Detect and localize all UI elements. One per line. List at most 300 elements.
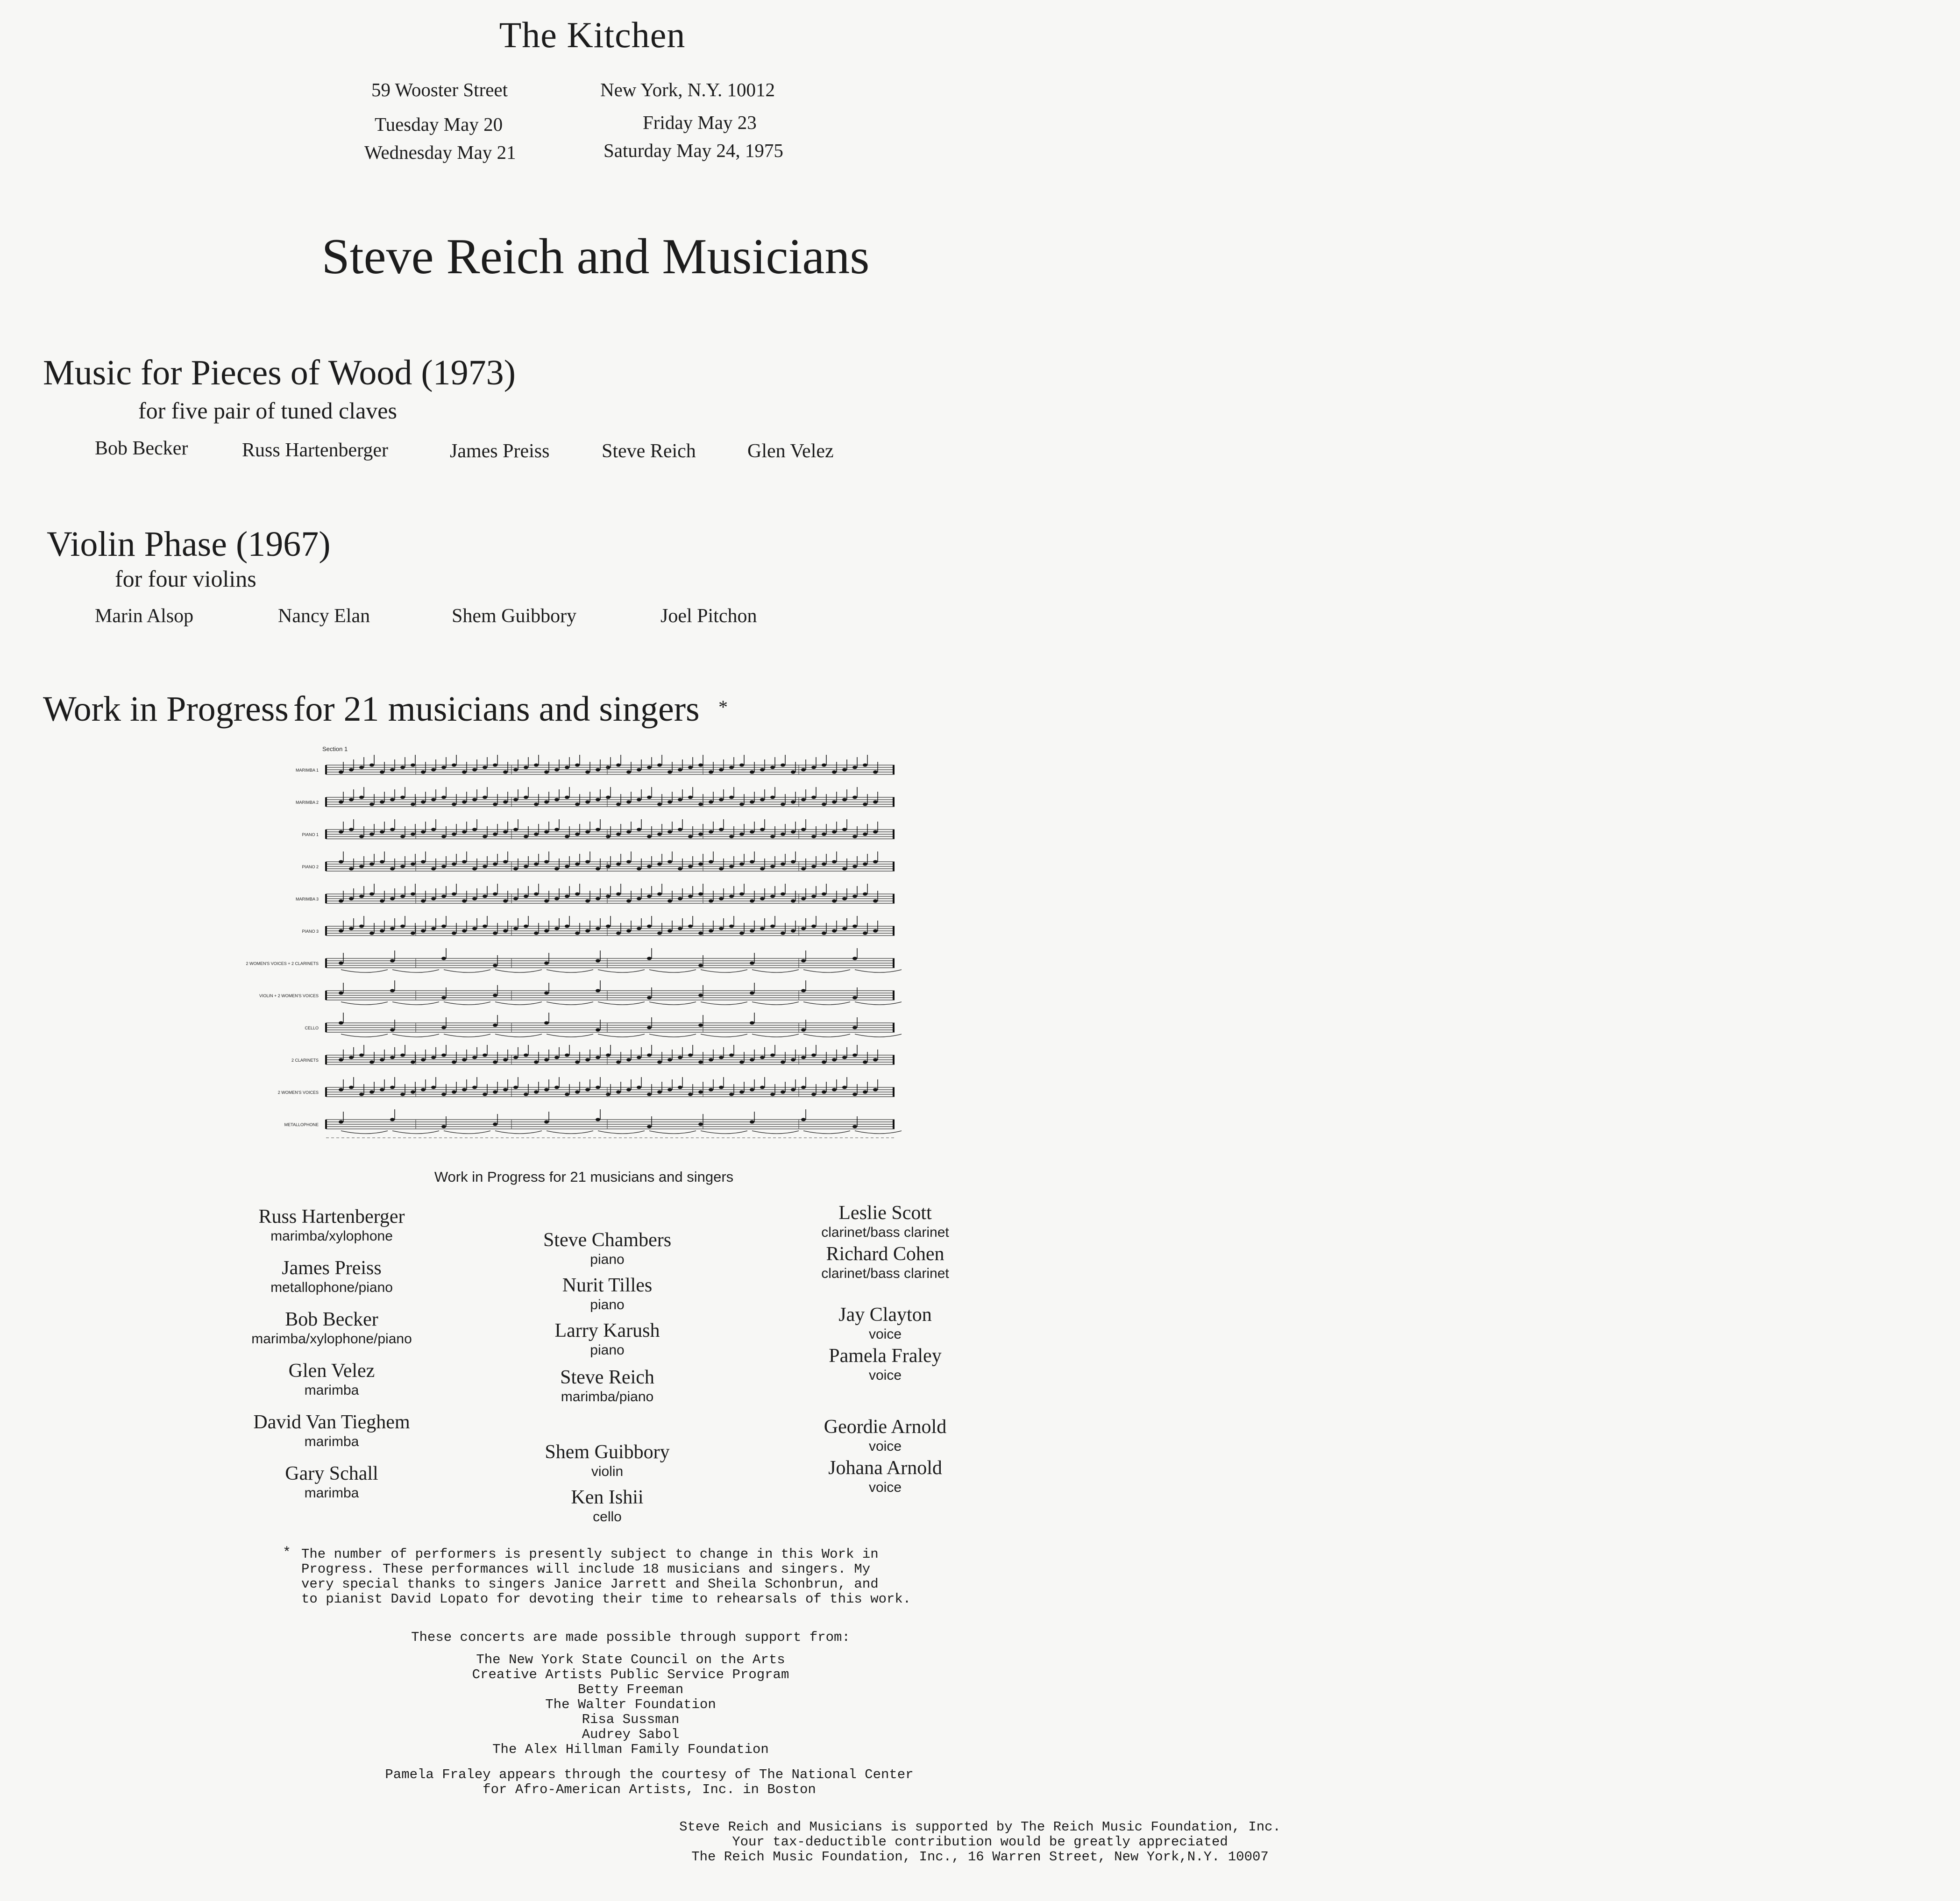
musician-name: Geordie Arnold — [824, 1416, 947, 1438]
note-head — [462, 830, 467, 834]
foundation-line: Steve Reich and Musicians is supported by The Reich Music Foundation, Inc. — [679, 1819, 1281, 1835]
note-head — [606, 796, 611, 799]
note-head — [863, 833, 867, 836]
note-head — [678, 1056, 682, 1059]
note-head — [678, 1086, 682, 1089]
note-head — [873, 771, 878, 774]
note-head — [791, 1088, 795, 1092]
note-head — [719, 1086, 724, 1089]
note-head — [544, 801, 549, 804]
note-head — [483, 796, 487, 799]
note-head — [688, 925, 693, 928]
note-head — [411, 1061, 415, 1064]
note-head — [842, 927, 847, 930]
musician-name: James Preiss — [282, 1257, 382, 1279]
note-head — [729, 1054, 734, 1057]
note-head — [739, 803, 744, 806]
note-head — [483, 895, 487, 898]
note-head — [585, 1088, 590, 1092]
note-head — [719, 927, 724, 930]
tie-curve — [752, 1131, 799, 1134]
note-head — [678, 927, 682, 930]
note-head — [781, 1091, 785, 1094]
note-head — [544, 1021, 549, 1025]
note-head — [832, 801, 837, 804]
note-head — [524, 895, 528, 898]
roster-entry — [768, 1203, 1002, 1244]
note-head — [390, 959, 395, 963]
tie-curve — [752, 1002, 799, 1005]
note-head — [698, 1123, 703, 1126]
tie-curve — [701, 970, 747, 972]
note-head — [575, 863, 580, 866]
musician-instrument: clarinet/bass clarinet — [821, 1225, 949, 1240]
note-head — [698, 994, 703, 997]
roster-entry — [490, 1276, 724, 1321]
note-head — [400, 766, 405, 769]
note-head — [369, 1061, 374, 1064]
note-head — [678, 798, 682, 802]
tie-curve — [598, 1131, 645, 1134]
note-head — [688, 835, 693, 838]
note-head — [739, 764, 744, 767]
note-head — [421, 860, 426, 864]
note-head — [647, 766, 652, 769]
note-head — [554, 798, 559, 802]
note-head — [534, 863, 539, 866]
musician-instrument: marimba — [304, 1485, 359, 1501]
performer-violin-4: Joel Pitchon — [660, 605, 757, 627]
note-head — [719, 768, 724, 772]
note-head — [678, 768, 682, 772]
note-head — [606, 895, 611, 898]
note-head — [503, 1088, 508, 1092]
note-head — [811, 1093, 816, 1096]
note-head — [339, 830, 343, 834]
note-head — [483, 865, 487, 868]
note-head — [390, 867, 395, 871]
note-head — [524, 1054, 528, 1057]
note-head — [452, 863, 456, 866]
note-head — [513, 828, 518, 831]
note-head — [400, 925, 405, 928]
note-head — [585, 830, 590, 834]
note-head — [349, 798, 354, 802]
note-head — [359, 895, 364, 898]
note-head — [339, 992, 343, 995]
note-head — [369, 893, 374, 896]
note-head — [585, 771, 590, 774]
note-head — [760, 798, 765, 802]
note-head — [544, 1058, 549, 1062]
note-head — [534, 764, 539, 767]
note-head — [524, 835, 528, 838]
note-head — [811, 796, 816, 799]
roster-entry — [215, 1361, 448, 1412]
note-head — [349, 768, 354, 772]
note-head — [791, 900, 795, 903]
note-head — [596, 927, 600, 930]
address-city: New York, N.Y. 10012 — [600, 79, 775, 100]
note-head — [534, 1091, 539, 1094]
note-head — [472, 867, 477, 871]
note-head — [637, 768, 641, 772]
piece-title-violin: Violin Phase (1967) — [47, 525, 331, 564]
note-head — [626, 1088, 631, 1092]
note-head — [596, 989, 600, 993]
note-head — [462, 860, 467, 864]
note-head — [770, 865, 775, 868]
note-head — [575, 833, 580, 836]
note-head — [411, 893, 415, 896]
note-head — [339, 801, 343, 804]
note-head — [554, 927, 559, 930]
note-head — [565, 766, 569, 769]
date-friday: Friday May 23 — [643, 112, 757, 133]
note-head — [781, 893, 785, 896]
date-wednesday: Wednesday May 21 — [364, 142, 516, 163]
note-head — [616, 833, 621, 836]
note-head — [452, 1061, 456, 1064]
note-head — [462, 1088, 467, 1092]
note-head — [493, 803, 497, 806]
roster-entry — [215, 1207, 448, 1258]
note-head — [770, 835, 775, 838]
note-head — [781, 1061, 785, 1064]
note-head — [493, 994, 497, 997]
note-head — [452, 764, 456, 767]
note-head — [822, 803, 826, 806]
roster-entry — [490, 1368, 724, 1442]
note-head — [503, 860, 508, 864]
tie-curve — [598, 1034, 645, 1037]
note-head — [400, 1093, 405, 1096]
note-head — [770, 766, 775, 769]
note-head — [369, 932, 374, 935]
note-head — [668, 929, 672, 933]
performer-wood-3: James Preiss — [450, 440, 550, 462]
musician-name: Steve Reich — [560, 1367, 654, 1388]
note-head — [390, 828, 395, 831]
note-head — [647, 895, 652, 898]
note-head — [852, 1125, 857, 1128]
note-head — [400, 865, 405, 868]
note-head — [349, 828, 354, 831]
note-head — [873, 929, 878, 933]
note-head — [626, 830, 631, 834]
venue-title: The Kitchen — [499, 14, 686, 55]
note-head — [441, 925, 446, 928]
tie-curve — [495, 970, 542, 972]
note-head — [349, 897, 354, 901]
note-head — [441, 996, 446, 1000]
note-head — [709, 830, 713, 834]
note-head — [801, 897, 806, 901]
note-head — [750, 801, 754, 804]
note-head — [637, 828, 641, 831]
musician-name: David Van Tieghem — [253, 1412, 410, 1433]
tie-curve — [803, 1034, 850, 1037]
note-head — [339, 1088, 343, 1092]
note-head — [452, 833, 456, 836]
note-head — [390, 1086, 395, 1089]
note-head — [832, 771, 837, 774]
score-staff-label: MARIMBA 1 — [295, 768, 319, 773]
roster-entry — [768, 1244, 1002, 1305]
tie-curve — [598, 970, 645, 972]
note-head — [339, 1058, 343, 1062]
note-head — [678, 867, 682, 871]
note-head — [544, 992, 549, 995]
note-head — [380, 830, 384, 834]
note-head — [606, 1054, 611, 1057]
note-head — [554, 768, 559, 772]
note-head — [421, 929, 426, 933]
musician-instrument: voice — [868, 1480, 902, 1495]
footnote-line: to pianist David Lopato for devoting their time to rehearsals of this work. — [301, 1591, 911, 1607]
note-head — [750, 900, 754, 903]
note-head — [411, 863, 415, 866]
note-head — [390, 1118, 395, 1121]
note-head — [657, 803, 662, 806]
note-head — [585, 801, 590, 804]
note-head — [596, 798, 600, 802]
note-head — [616, 863, 621, 866]
note-head — [575, 803, 580, 806]
note-head — [472, 897, 477, 901]
tie-curve — [701, 1131, 747, 1134]
note-head — [729, 835, 734, 838]
piece-subtitle-work: for 21 musicians and singers — [293, 689, 700, 729]
score-staff — [305, 1013, 902, 1037]
tie-curve — [392, 970, 439, 972]
score-image — [246, 743, 897, 1163]
tie-curve — [547, 1131, 593, 1134]
note-head — [698, 1091, 703, 1094]
note-head — [524, 865, 528, 868]
note-head — [493, 1024, 497, 1027]
note-head — [441, 1054, 446, 1057]
musician-instrument: piano — [590, 1297, 625, 1312]
musician-instrument: marimba — [304, 1383, 359, 1398]
note-head — [729, 766, 734, 769]
performer-wood-5: Glen Velez — [747, 440, 834, 462]
piece-title-wood: Music for Pieces of Wood (1973) — [43, 353, 516, 392]
musician-instrument: metallophone/piano — [270, 1280, 393, 1295]
note-head — [596, 1029, 600, 1032]
note-head — [832, 1088, 837, 1092]
note-head — [390, 897, 395, 901]
note-head — [606, 766, 611, 769]
note-head — [842, 1086, 847, 1089]
note-head — [339, 900, 343, 903]
note-head — [770, 1093, 775, 1096]
score-staff — [296, 787, 895, 807]
note-head — [729, 865, 734, 868]
note-head — [462, 801, 467, 804]
courtesy-note — [0, 1767, 1299, 1797]
note-head — [863, 764, 867, 767]
note-head — [801, 1118, 806, 1121]
note-head — [873, 1058, 878, 1062]
note-head — [339, 962, 343, 965]
score-staff-label: PIANO 1 — [302, 832, 319, 837]
note-head — [750, 1121, 754, 1124]
roster-left — [215, 1207, 448, 1515]
note-head — [575, 1091, 580, 1094]
note-head — [585, 929, 590, 933]
note-head — [534, 932, 539, 935]
note-head — [359, 1054, 364, 1057]
note-head — [801, 768, 806, 772]
score-staff — [296, 755, 895, 774]
note-head — [719, 828, 724, 831]
note-head — [822, 893, 826, 896]
note-head — [596, 867, 600, 871]
musician-name: Steve Chambers — [543, 1229, 672, 1251]
note-head — [513, 798, 518, 802]
note-head — [637, 867, 641, 871]
note-head — [760, 867, 765, 871]
note-head — [832, 900, 837, 903]
note-head — [565, 1054, 569, 1057]
note-head — [801, 1086, 806, 1089]
tie-curve — [444, 1002, 490, 1005]
note-head — [596, 897, 600, 901]
musician-name: Ken Ishii — [571, 1487, 644, 1508]
note-head — [626, 860, 631, 864]
footnote-line: very special thanks to singers Janice Jarrett and Sheila Schonbrun, and — [301, 1576, 879, 1592]
tie-curve — [701, 1034, 747, 1037]
note-head — [781, 863, 785, 866]
roster-middle — [490, 1230, 724, 1533]
tie-curve — [855, 1034, 902, 1037]
note-head — [811, 865, 816, 868]
tie-curve — [341, 1002, 388, 1005]
note-head — [339, 860, 343, 864]
note-head — [411, 932, 415, 935]
note-head — [873, 860, 878, 864]
note-head — [575, 932, 580, 935]
score-staff — [291, 1045, 895, 1064]
note-head — [863, 1061, 867, 1064]
note-head — [596, 828, 600, 831]
tie-curve — [444, 970, 490, 972]
note-head — [483, 1093, 487, 1096]
footnote-marker: * — [283, 1545, 291, 1561]
musician-instrument: marimba/xylophone/piano — [251, 1331, 412, 1347]
note-head — [729, 895, 734, 898]
note-head — [709, 900, 713, 903]
musician-instrument: piano — [590, 1252, 625, 1267]
note-head — [801, 989, 806, 993]
note-head — [842, 798, 847, 802]
note-head — [750, 929, 754, 933]
note-head — [729, 796, 734, 799]
note-head — [852, 895, 857, 898]
note-head — [770, 895, 775, 898]
note-head — [513, 867, 518, 871]
note-head — [400, 1054, 405, 1057]
musician-instrument: clarinet/bass clarinet — [821, 1266, 949, 1281]
score-staff — [302, 851, 895, 871]
note-head — [822, 1061, 826, 1064]
note-head — [380, 900, 384, 903]
note-head — [750, 771, 754, 774]
footnote-asterisk: * — [718, 696, 728, 717]
note-head — [709, 771, 713, 774]
note-head — [452, 803, 456, 806]
note-head — [554, 1086, 559, 1089]
note-head — [534, 803, 539, 806]
note-head — [616, 764, 621, 767]
note-head — [657, 893, 662, 896]
score-staff-label: PIANO 2 — [302, 865, 319, 869]
musician-instrument: marimba/xylophone — [270, 1228, 393, 1244]
score-staff — [259, 980, 902, 1005]
note-head — [801, 959, 806, 963]
note-head — [441, 1026, 446, 1029]
sponsor-list — [0, 1653, 1261, 1757]
tie-curve — [495, 1034, 542, 1037]
note-head — [657, 1061, 662, 1064]
roster-entry — [768, 1346, 1002, 1417]
musician-name: Pamela Fraley — [829, 1345, 942, 1367]
courtesy-line: for Afro-American Artists, Inc. in Boston — [483, 1782, 816, 1797]
note-head — [863, 803, 867, 806]
main-title: Steve Reich and Musicians — [321, 229, 870, 284]
note-head — [452, 1091, 456, 1094]
note-head — [739, 932, 744, 935]
note-head — [811, 925, 816, 928]
roster-entry — [768, 1305, 1002, 1346]
note-head — [554, 867, 559, 871]
note-head — [698, 964, 703, 967]
footnote-line: The number of performers is presently subject to change in this Work in — [301, 1546, 879, 1562]
note-head — [668, 900, 672, 903]
note-head — [811, 766, 816, 769]
note-head — [637, 1056, 641, 1059]
roster-entry — [490, 1321, 724, 1368]
note-head — [554, 1056, 559, 1059]
note-head — [421, 1058, 426, 1062]
note-head — [822, 1091, 826, 1094]
note-head — [688, 865, 693, 868]
note-head — [698, 1061, 703, 1064]
note-head — [791, 929, 795, 933]
score-staff — [278, 1077, 895, 1097]
note-head — [441, 895, 446, 898]
note-head — [822, 863, 826, 866]
musician-name: Leslie Scott — [838, 1202, 932, 1224]
note-head — [842, 897, 847, 901]
note-head — [750, 962, 754, 965]
roster-entry — [215, 1412, 448, 1464]
note-head — [524, 925, 528, 928]
note-head — [698, 764, 703, 767]
note-head — [811, 895, 816, 898]
note-head — [400, 895, 405, 898]
note-head — [431, 867, 436, 871]
note-head — [575, 893, 580, 896]
roster-entry — [490, 1488, 724, 1533]
note-head — [472, 1086, 477, 1089]
note-head — [534, 833, 539, 836]
note-head — [369, 803, 374, 806]
note-head — [822, 764, 826, 767]
note-head — [503, 771, 508, 774]
note-head — [750, 830, 754, 834]
